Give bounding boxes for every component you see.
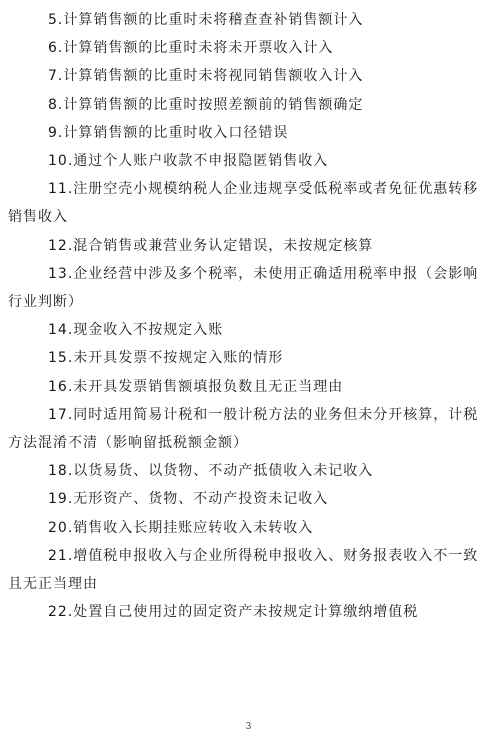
list-item: 14.现金收入不按规定入账 <box>48 322 224 339</box>
page-number: 3 <box>245 722 252 732</box>
list-item: 8.计算销售额的比重时按照差额前的销售额确定 <box>48 96 364 113</box>
list-item: 22.处置自己使用过的固定资产未按规定计算缴纳增值税 <box>48 604 419 621</box>
list-item: 17.同时适用简易计税和一般计税方法的业务但未分开核算，计税方法混淆不清（影响留抵税额金额） <box>8 406 479 452</box>
item-list <box>8 0 488 626</box>
list-item: 20.销售收入长期挂账应转收入未转收入 <box>48 519 314 536</box>
list-item: 9.计算销售额的比重时收入口径错误 <box>48 124 289 141</box>
list-item: 18.以货易货、以货物、不动产抵债收入未记收入 <box>48 463 374 480</box>
list-item: 16.未开具发票销售额填报负数且无正当理由 <box>48 378 344 395</box>
list-item: 6.计算销售额的比重时未将未开票收入计入 <box>48 40 334 57</box>
list-item: 10.通过个人账户收款不申报隐匿销售收入 <box>48 153 329 170</box>
list-item: 11.注册空壳小规模纳税人企业违规享受低税率或者免征优惠转移销售收入 <box>8 181 479 226</box>
list-item: 15.未开具发票不按规定入账的情形 <box>48 350 284 367</box>
list-item: 7.计算销售额的比重时未将视同销售额收入计入 <box>48 68 364 85</box>
list-item: 12.混合销售或兼营业务认定错误，未按规定核算 <box>48 237 374 254</box>
list-item: 21.增值税申报收入与企业所得税申报收入、财务报表收入不一致且无正当理由 <box>8 547 479 593</box>
list-item: 13.企业经营中涉及多个税率，未使用正确适用税率申报（会影响行业判断） <box>8 265 479 311</box>
list-item: 19.无形资产、货物、不动产投资未记收入 <box>48 491 329 508</box>
list-item: 5.计算销售额的比重时未将稽查查补销售额计入 <box>48 12 364 28</box>
